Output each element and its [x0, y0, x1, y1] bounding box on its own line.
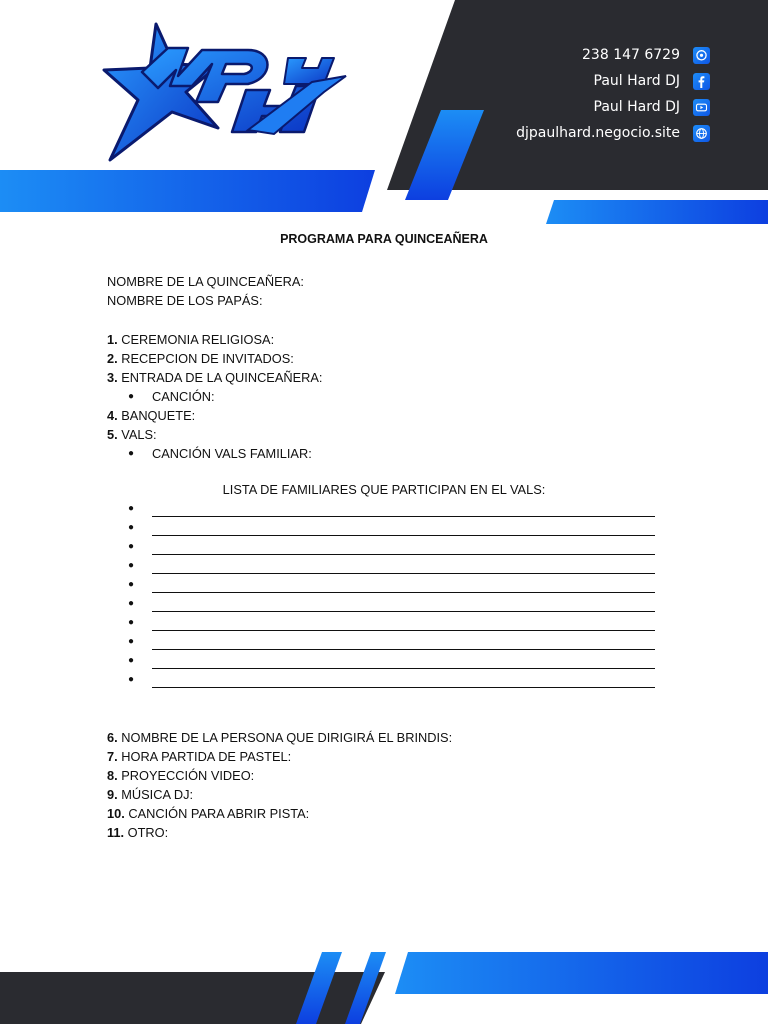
item-number: 8. [107, 768, 118, 783]
whatsapp-icon[interactable] [693, 47, 710, 64]
sub-item-family-waltz-song: ● CANCIÓN VALS FAMILIAR: [107, 444, 323, 463]
program-item [107, 330, 323, 349]
program-item [107, 823, 452, 842]
item-label: MÚSICA DJ: [117, 787, 194, 802]
item-number: 5. [107, 427, 118, 442]
blank-rule [152, 687, 655, 688]
family-blank-line [107, 520, 667, 539]
dj-logo [98, 20, 350, 162]
item-label: NOMBRE DE LA PERSONA QUE DIRIGIRÁ EL BRINDIS: [117, 730, 453, 745]
item-label: VALS: [117, 427, 157, 442]
contact-website-text: djpaulhard.negocio.site [516, 125, 680, 141]
item-number: 3. [107, 370, 118, 385]
header-right-blue-bar [546, 200, 768, 224]
contact-website [500, 120, 710, 146]
contact-phone [500, 42, 710, 68]
blank-rule [152, 668, 655, 669]
item-label: CEREMONIA RELIGIOSA: [117, 332, 275, 347]
family-blank-line [107, 672, 667, 691]
family-blank-line [107, 539, 667, 558]
item-label: ENTRADA DE LA QUINCEAÑERA: [117, 370, 323, 385]
program-item [107, 406, 323, 425]
contact-youtube [500, 94, 710, 120]
program-item [107, 728, 452, 747]
family-blank-list [107, 501, 667, 691]
program-item [107, 766, 452, 785]
document-fields [107, 272, 304, 310]
blank-rule [152, 611, 655, 612]
blank-rule [152, 630, 655, 631]
blank-rule [152, 573, 655, 574]
item-label: CANCIÓN PARA ABRIR PISTA: [124, 806, 310, 821]
program-item [107, 368, 323, 387]
program-item [107, 349, 323, 368]
item-number: 11. [107, 825, 125, 840]
item-number: 2. [107, 351, 118, 366]
item-label: OTRO: [124, 825, 169, 840]
field-quinceanera-name: NOMBRE DE LA QUINCEAÑERA: [107, 274, 304, 289]
item-number: 4. [107, 408, 118, 423]
facebook-icon[interactable] [693, 73, 710, 90]
item-number: 10. [107, 806, 125, 821]
contact-youtube-text: Paul Hard DJ [593, 99, 680, 115]
program-item [107, 804, 452, 823]
sub-item-song: ● CANCIÓN: [107, 387, 323, 406]
blank-rule [152, 535, 655, 536]
family-blank-line [107, 558, 667, 577]
family-blank-line [107, 596, 667, 615]
item-label: PROYECCIÓN VIDEO: [117, 768, 255, 783]
family-list-title: LISTA DE FAMILIARES QUE PARTICIPAN EN EL VALS: [222, 482, 546, 497]
family-blank-line [107, 501, 667, 520]
footer-right-blue-bar [395, 952, 768, 994]
program-item [107, 425, 323, 444]
family-blank-line [107, 577, 667, 596]
item-number: 1. [107, 332, 118, 347]
item-label: BANQUETE: [117, 408, 196, 423]
program-item [107, 785, 452, 804]
program-items-part2 [107, 728, 452, 842]
program-items-part1 [107, 330, 323, 463]
header-left-blue-bar [0, 170, 375, 212]
blank-rule [152, 649, 655, 650]
document-title: PROGRAMA PARA QUINCEAÑERA [280, 232, 488, 246]
blank-rule [152, 592, 655, 593]
family-blank-line [107, 653, 667, 672]
item-label: RECEPCION DE INVITADOS: [117, 351, 294, 366]
contact-facebook [500, 68, 710, 94]
item-number: 7. [107, 749, 118, 764]
website-icon[interactable] [693, 125, 710, 142]
youtube-icon[interactable] [693, 99, 710, 116]
program-item [107, 747, 452, 766]
item-number: 9. [107, 787, 118, 802]
item-label: HORA PARTIDA DE PASTEL: [117, 749, 292, 764]
family-blank-line [107, 615, 667, 634]
blank-rule [152, 554, 655, 555]
contact-list [500, 42, 710, 146]
family-blank-line [107, 634, 667, 653]
contact-facebook-text: Paul Hard DJ [593, 73, 680, 89]
field-parents-name: NOMBRE DE LOS PAPÁS: [107, 293, 263, 308]
item-number: 6. [107, 730, 118, 745]
blank-rule [152, 516, 655, 517]
contact-phone-text: 238 147 6729 [582, 47, 680, 63]
